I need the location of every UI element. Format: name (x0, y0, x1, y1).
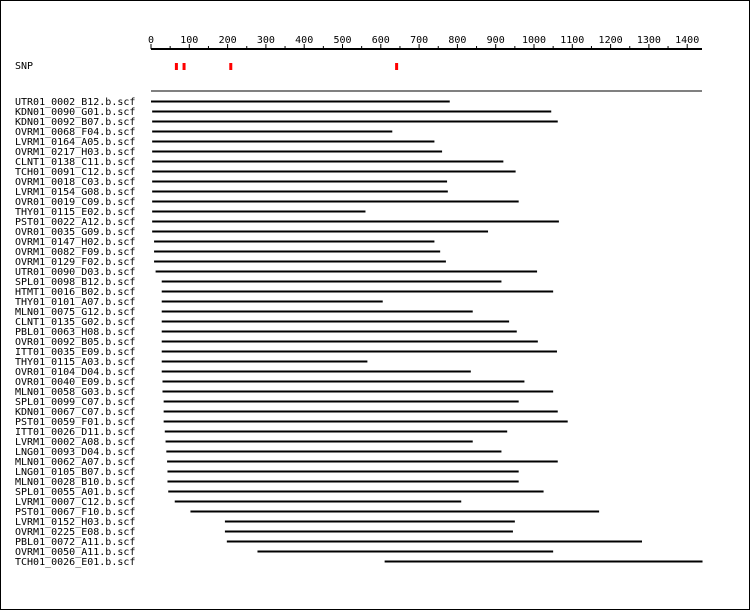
read-name[interactable]: OVRM1_0082_F09.b.scf (15, 247, 136, 258)
read-name[interactable]: UTR01_0002_B12.b.scf (15, 97, 136, 108)
read-name[interactable]: LNG01_0105_B07.b.scf (15, 467, 136, 478)
read-name[interactable]: OVR01_0019_C09.b.scf (15, 197, 136, 208)
read-name[interactable]: MLN01_0028_B10.b.scf (15, 477, 136, 488)
ruler-tick-label: 0 (147, 35, 155, 46)
snp-marker[interactable] (175, 63, 178, 70)
read-name[interactable]: OVRM1_0018_C03.b.scf (15, 177, 136, 188)
ruler-tick-label: 100 (180, 35, 199, 46)
read-name[interactable]: PBL01_0063_H08.b.scf (15, 327, 136, 338)
snp-marker[interactable] (229, 63, 232, 70)
ruler-tick-label: 600 (371, 35, 390, 46)
snp-track-label: SNP (15, 61, 34, 72)
snp-marker[interactable] (395, 63, 398, 70)
read-name[interactable]: MLN01_0058_G03.b.scf (15, 387, 136, 398)
read-name[interactable]: MLN01_0075_G12.b.scf (15, 307, 136, 318)
read-name[interactable]: TCH01_0091_C12.b.scf (15, 167, 136, 178)
read-name[interactable]: LVRM1_0152_H03.b.scf (15, 517, 136, 528)
read-name[interactable]: KDN01_0090_G01.b.scf (15, 107, 136, 118)
read-name[interactable]: OVRM1_0217_H03.b.scf (15, 147, 136, 158)
ruler-tick-label: 1000 (521, 35, 547, 46)
read-name[interactable]: ITT01_0026_D11.b.scf (15, 427, 136, 438)
read-name[interactable]: OVR01_0092_B05.b.scf (15, 337, 136, 348)
read-name[interactable]: LNG01_0093_D04.b.scf (15, 447, 136, 458)
ruler-tick-label: 1400 (675, 35, 700, 46)
ruler-tick-label: 800 (448, 35, 467, 46)
read-name[interactable]: OVR01_0035_G09.b.scf (15, 227, 136, 238)
snp-track (15, 61, 398, 72)
read-name[interactable]: KDN01_0092_B07.b.scf (15, 117, 136, 128)
read-name[interactable]: CLNT1_0135_G02.b.scf (15, 317, 136, 328)
ruler-tick-label: 1100 (560, 35, 585, 46)
ruler-tick-label: 400 (295, 35, 314, 46)
read-name[interactable]: PST01_0067_F10.b.scf (15, 507, 136, 518)
position-ruler (148, 35, 702, 49)
read-name[interactable]: LVRM1_0007_C12.b.scf (15, 497, 136, 508)
read-row[interactable] (15, 557, 703, 568)
read-name[interactable]: OVRM1_0147_H02.b.scf (15, 237, 136, 248)
ruler-tick-label: 900 (486, 35, 505, 46)
read-list (15, 97, 703, 568)
read-name[interactable]: THY01_0115_A03.b.scf (15, 357, 136, 368)
read-name[interactable]: OVRM1_0225_E08.b.scf (15, 527, 136, 538)
read-name[interactable]: CLNT1_0138_C11.b.scf (15, 157, 136, 168)
read-name[interactable]: THY01_0101_A07.b.scf (15, 297, 136, 308)
read-name[interactable]: OVRM1_0068_F04.b.scf (15, 127, 136, 138)
read-name[interactable]: UTR01_0090_D03.b.scf (15, 267, 136, 278)
read-name[interactable]: HTMT1_0016_B02.b.scf (15, 287, 136, 298)
read-name[interactable]: KDN01_0067_C07.b.scf (15, 407, 136, 418)
snp-marker[interactable] (183, 63, 186, 70)
read-name[interactable]: LVRM1_0164_A05.b.scf (15, 137, 136, 148)
ruler-tick-label: 700 (410, 35, 429, 46)
read-name[interactable]: OVR01_0104_D04.b.scf (15, 367, 136, 378)
read-name[interactable]: OVR01_0040_E09.b.scf (15, 377, 136, 388)
read-name[interactable]: PBL01_0072_A11.b.scf (15, 537, 136, 548)
ruler-tick-label: 500 (333, 35, 352, 46)
ruler-tick-label: 200 (218, 35, 237, 46)
read-name[interactable]: MLN01_0062_A07.b.scf (15, 457, 136, 468)
read-name[interactable]: OVRM1_0129_F02.b.scf (15, 257, 136, 268)
read-name[interactable]: SPL01_0098_B12.b.scf (15, 277, 136, 288)
ruler-tick-label: 300 (256, 35, 275, 46)
read-name[interactable]: SPL01_0099_C07.b.scf (15, 397, 136, 408)
ruler-tick-label: 1300 (636, 35, 661, 46)
alignment-canvas (1, 1, 749, 609)
read-name[interactable]: LVRM1_0154_G08.b.scf (15, 187, 136, 198)
read-name[interactable]: ITT01_0035_E09.b.scf (15, 347, 136, 358)
read-name[interactable]: PST01_0059_F01.b.scf (15, 417, 136, 428)
read-name[interactable]: SPL01_0055_A01.b.scf (15, 487, 136, 498)
ruler-tick-label: 1200 (598, 35, 623, 46)
read-name[interactable]: PST01_0022_A12.b.scf (15, 217, 136, 228)
read-name[interactable]: LVRM1_0002_A08.b.scf (15, 437, 136, 448)
read-name[interactable]: OVRM1_0050_A11.b.scf (15, 547, 136, 558)
read-name[interactable]: TCH01_0026_E01.b.scf (15, 557, 136, 568)
read-name[interactable]: THY01_0115_E02.b.scf (15, 207, 136, 218)
